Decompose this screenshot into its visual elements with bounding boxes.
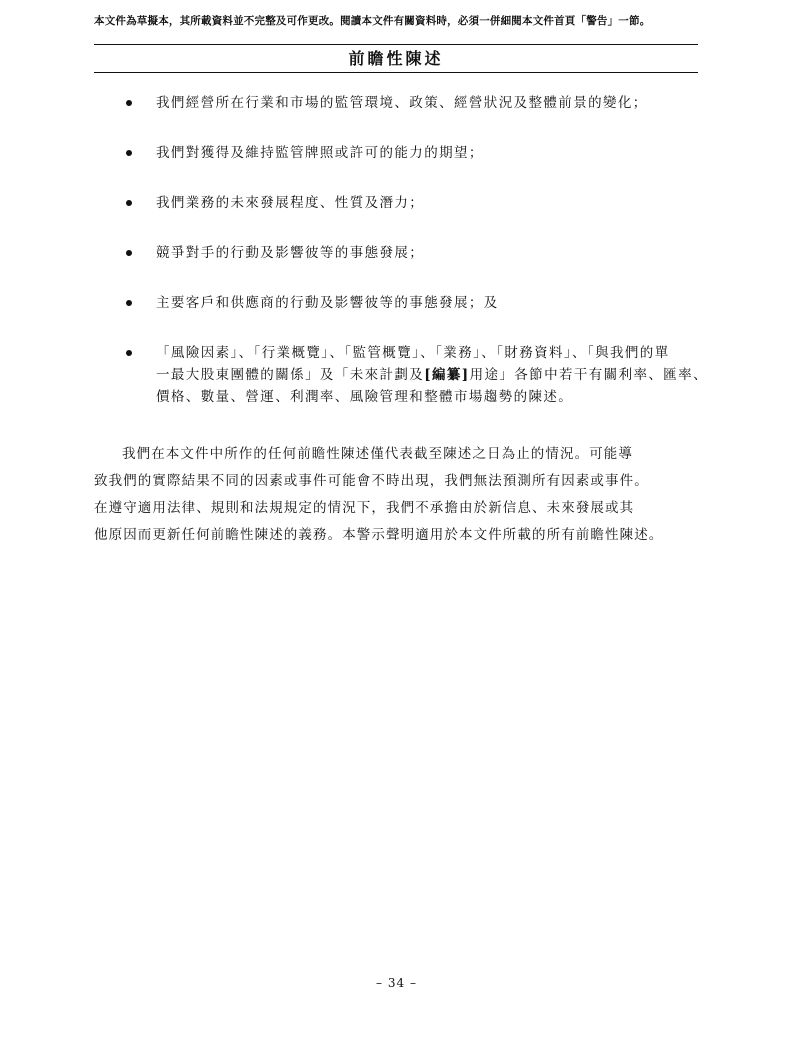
bullet-item-section-statements xyxy=(125,342,708,408)
bullet-icon xyxy=(126,300,132,306)
bullet-text-line: 我們對獲得及維持監管牌照或許可的能力的期望； xyxy=(156,145,484,161)
paragraph-line: 在遵守適用法律、規則和法規規定的情況下，我們不承擔由於新信息、未來發展或其 xyxy=(94,500,635,516)
bullet-text xyxy=(156,192,698,214)
paragraph-line: 致我們的實際結果不同的因素或事件可能會不時出現，我們無法預測所有因素或事件。 xyxy=(94,473,649,489)
bullet-icon xyxy=(126,100,132,106)
redacted-tag: [編纂] xyxy=(424,367,470,383)
bullet-item-competitor-actions xyxy=(125,242,698,264)
bullet-text-line: 我們業務的未來發展程度、性質及潛力； xyxy=(156,195,425,211)
paragraph-line: 他原因而更新任何前瞻性陳述的義務。本警示聲明適用於本文件所載的所有前瞻性陳述。 xyxy=(94,527,664,543)
bullet-list xyxy=(125,92,708,436)
header-bottom-rule xyxy=(94,72,698,73)
bullet-text-fragment: 一最大股東團體的關係」及「未來計劃及 xyxy=(156,367,425,383)
bullet-text xyxy=(156,142,698,164)
bullet-icon xyxy=(126,350,132,356)
bullet-text xyxy=(156,242,698,264)
bullet-text xyxy=(156,342,708,408)
bullet-text-line: 「風險因素」、「行業概覽」、「監管概覽」、「業務」、「財務資料」、「與我們的單 xyxy=(156,345,670,361)
bullet-item-customer-supplier-actions xyxy=(125,292,698,314)
bullet-text-fragment: 用途」各節中若干有關利率、匯率、 xyxy=(469,367,708,383)
bullet-icon xyxy=(126,200,132,206)
bullet-item-business-potential xyxy=(125,192,698,214)
bullet-text-line: 價格、數量、營運、利潤率、風險管理和整體市場趨勢的陳述。 xyxy=(156,389,574,405)
bullet-item-license-expectations xyxy=(125,142,698,164)
bullet-text-line: 我們經營所在行業和市場的監管環境、政策、經營狀況及整體前景的變化； xyxy=(156,95,648,111)
bullet-text xyxy=(156,92,698,114)
bullet-item-regulatory-changes xyxy=(125,92,698,114)
header-top-rule xyxy=(94,44,698,45)
bullet-icon xyxy=(126,250,132,256)
section-title: 前瞻性陳述 xyxy=(348,49,444,68)
disclaimer-paragraph xyxy=(94,441,698,549)
bullet-icon xyxy=(126,150,132,156)
page-number: – 34 – xyxy=(376,976,417,990)
bullet-text xyxy=(156,292,698,314)
draft-warning-header: 本文件為草擬本，其所載資料並不完整及可作更改。閱讀本文件有關資料時，必須一併細閱本文件首頁「警告」一節。 xyxy=(94,15,651,27)
paragraph-line: 我們在本文件中所作的任何前瞻性陳述僅代表截至陳述之日為止的情況。可能導 xyxy=(122,446,633,462)
bullet-text-line: 主要客戶和供應商的行動及影響彼等的事態發展；及 xyxy=(156,295,499,311)
bullet-text-line: 競爭對手的行動及影響彼等的事態發展； xyxy=(156,245,425,261)
bullet-text-line xyxy=(156,364,708,386)
